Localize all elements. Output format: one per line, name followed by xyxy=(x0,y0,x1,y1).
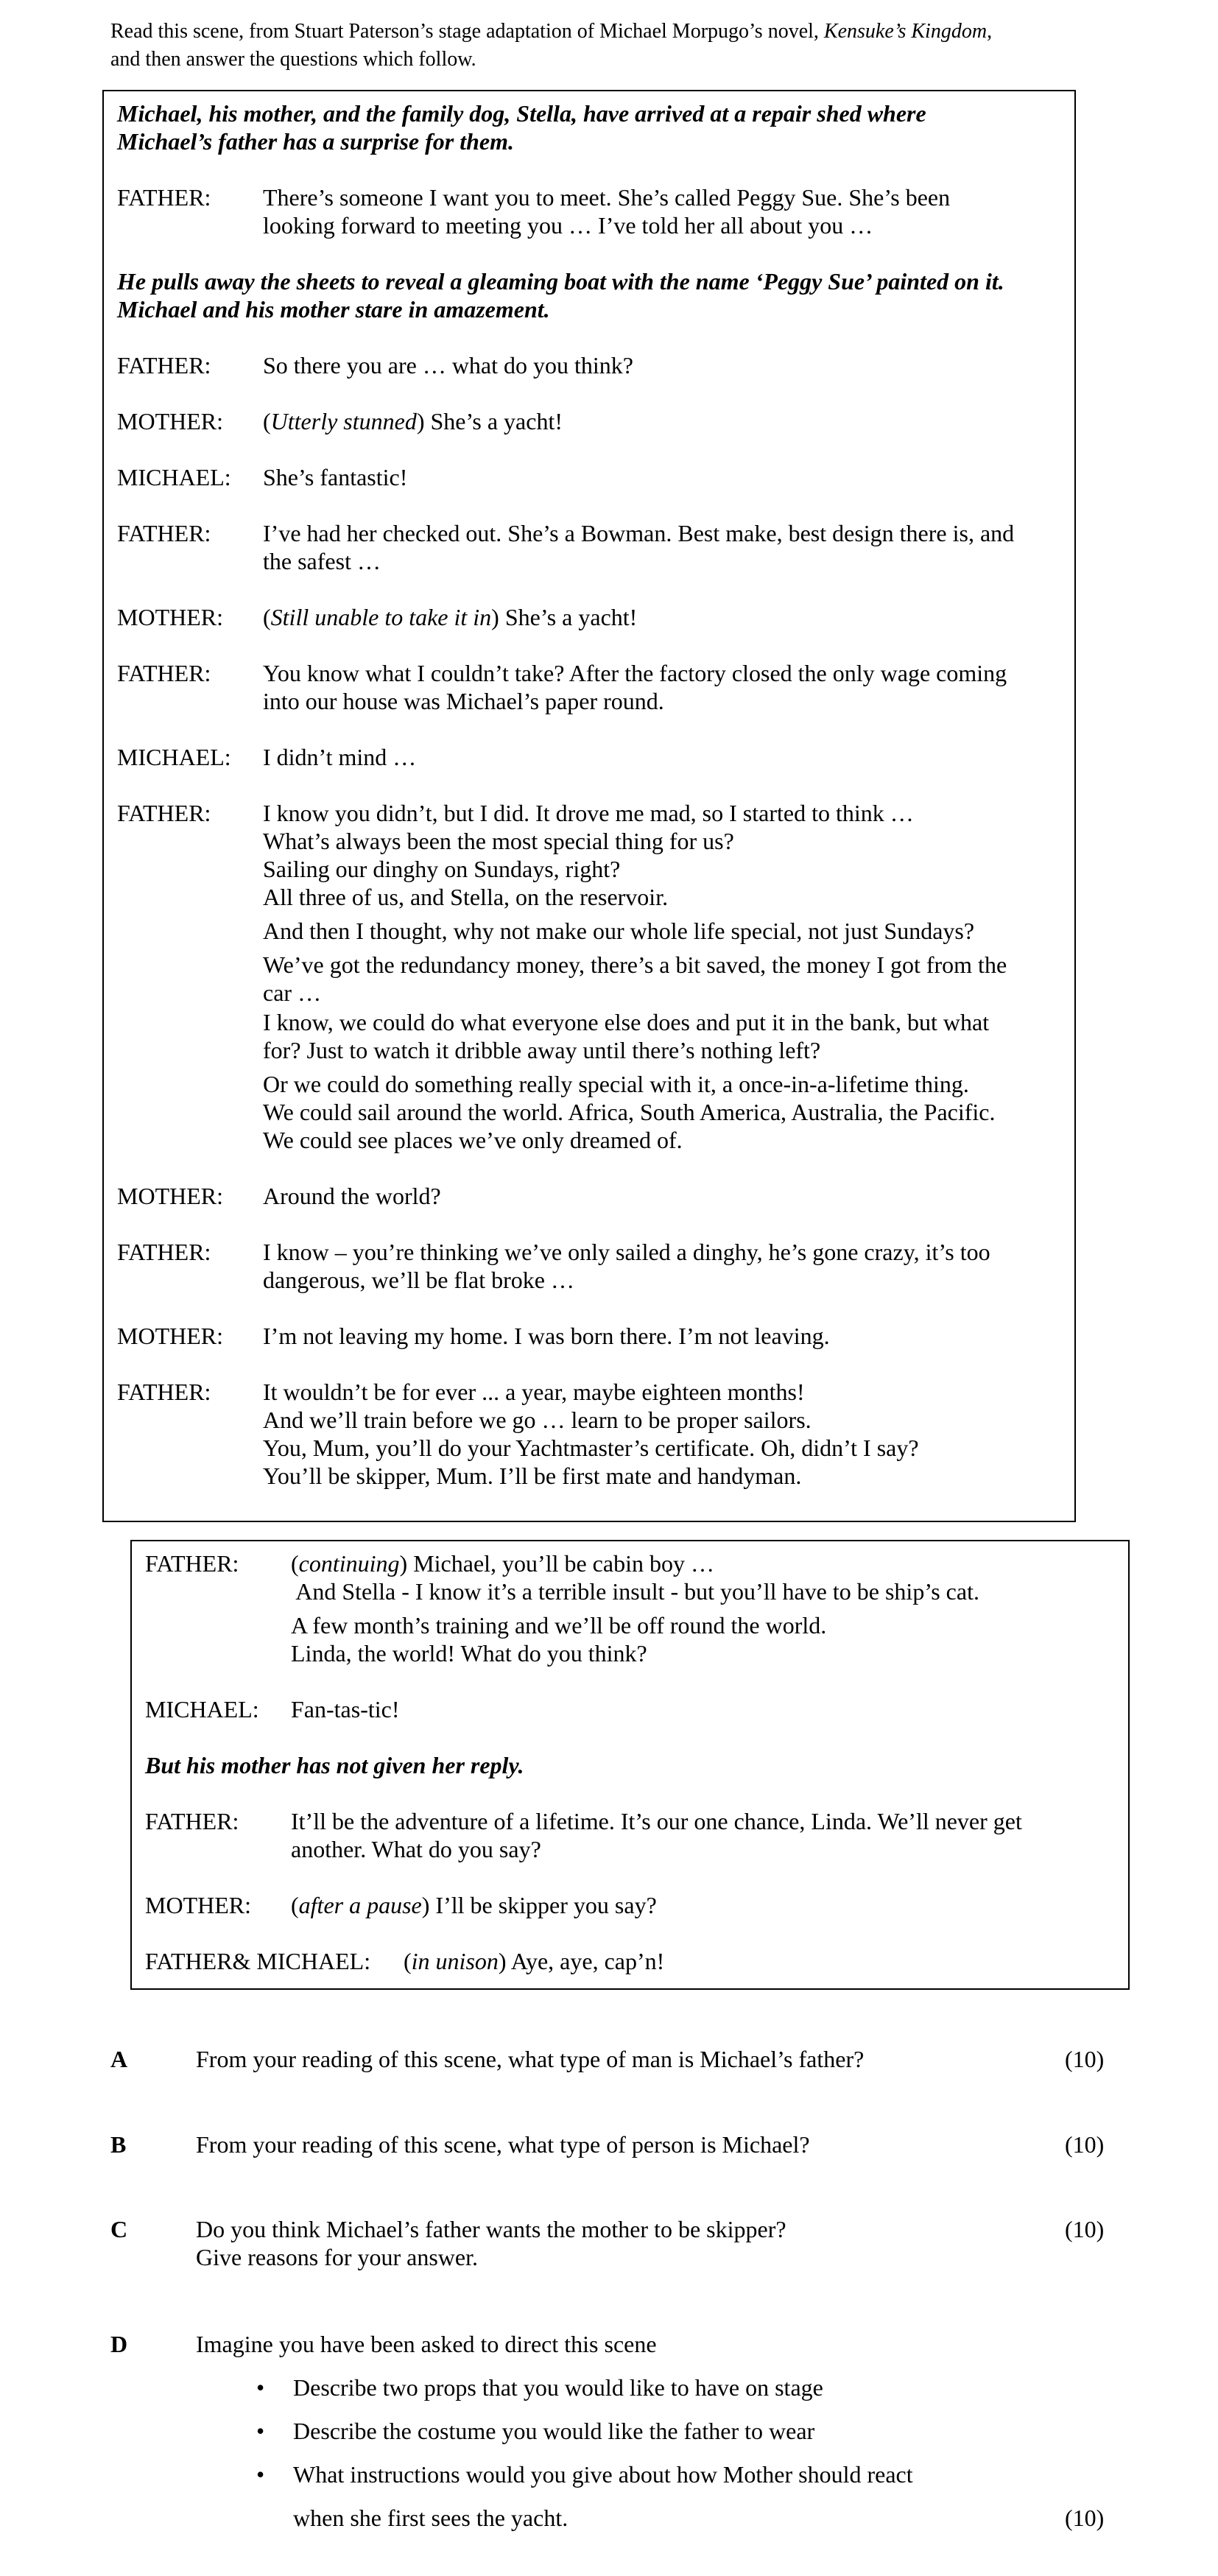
dialogue-line: You’ll be skipper, Mum. I’ll be first mate and handyman. xyxy=(263,1463,802,1489)
dialogue-line: another. What do you say? xyxy=(291,1836,541,1862)
intro-line-2: and then answer the questions which follow. xyxy=(110,48,476,71)
speaker-label: MICHAEL: xyxy=(117,744,231,770)
dialogue-line: Fan-tas-tic! xyxy=(291,1696,400,1722)
question-marks-c: (10) xyxy=(1065,2216,1105,2242)
speaker-label: FATHER: xyxy=(117,184,211,211)
dialogue-line: I know you didn’t, but I did. It drove me mad, so I started to think … xyxy=(263,800,914,826)
intro-paragraph xyxy=(110,18,1141,74)
dialogue-line: We’ve got the redundancy money, there’s a bit saved, the money I got from the xyxy=(263,951,1007,978)
stage-direction: Michael, his mother, and the family dog, Stella, have arrived at a repair shed where xyxy=(117,100,926,127)
dialogue-line: Linda, the world! What do you think? xyxy=(291,1640,647,1667)
dialogue-line: We could sail around the world. Africa, South America, Australia, the Pacific. xyxy=(263,1099,996,1125)
question-text-d: Imagine you have been asked to direct this scene xyxy=(196,2331,657,2357)
speaker-label: MOTHER: xyxy=(117,604,223,630)
dialogue-line: (in unison) Aye, aye, cap’n! xyxy=(404,1948,665,1974)
speaker-label: FATHER: xyxy=(145,1808,239,1834)
question-d-bullet: Describe two props that you would like to have on stage xyxy=(293,2374,823,2401)
speaker-label: FATHER: xyxy=(117,660,211,686)
scene-box-2 xyxy=(130,1540,1130,1990)
stage-direction: But his mother has not given her reply. xyxy=(145,1752,524,1778)
dialogue-line: And Stella - I know it’s a terrible insult - but you’ll have to be ship’s cat. xyxy=(291,1578,979,1605)
dialogue-line: We could see places we’ve only dreamed of. xyxy=(263,1127,683,1153)
dialogue-line: car … xyxy=(263,979,322,1006)
question-marks-b: (10) xyxy=(1065,2131,1105,2158)
speaker-label: FATHER: xyxy=(117,520,211,546)
dialogue-line: I know – you’re thinking we’ve only sailed a dinghy, he’s gone crazy, it’s too xyxy=(263,1239,990,1265)
dialogue-line: looking forward to meeting you … I’ve told her all about you … xyxy=(263,212,873,239)
question-marks-a: (10) xyxy=(1065,2046,1105,2072)
speaker-label: FATHER: xyxy=(117,1379,211,1405)
speaker-label: FATHER: xyxy=(145,1550,239,1577)
speaker-label: MICHAEL: xyxy=(117,464,231,490)
stage-direction: Michael’s father has a surprise for them. xyxy=(117,128,515,155)
dialogue-line: There’s someone I want you to meet. She’s called Peggy Sue. She’s been xyxy=(263,184,951,211)
dialogue-line: I’m not leaving my home. I was born there. I’m not leaving. xyxy=(263,1323,830,1349)
stage-direction: He pulls away the sheets to reveal a gleaming boat with the name ‘Peggy Sue’ painted on it. xyxy=(117,268,1004,295)
question-text-c-2: Give reasons for your answer. xyxy=(196,2244,478,2270)
speaker-label: FATHER: xyxy=(117,1239,211,1265)
dialogue-line: What’s always been the most special thing for us? xyxy=(263,828,734,854)
dialogue-line: It wouldn’t be for ever ... a year, maybe eighteen months! xyxy=(263,1379,805,1405)
question-letter-d: D xyxy=(110,2331,128,2357)
dialogue-line: And then I thought, why not make our whole life special, not just Sundays? xyxy=(263,918,975,944)
dialogue-line: It’ll be the adventure of a lifetime. It’s our one chance, Linda. We’ll never get xyxy=(291,1808,1022,1834)
question-letter-c: C xyxy=(110,2216,128,2242)
dialogue-line: All three of us, and Stella, on the reservoir. xyxy=(263,884,669,910)
speaker-label: MOTHER: xyxy=(117,1323,223,1349)
dialogue-line: (Utterly stunned) She’s a yacht! xyxy=(263,408,563,434)
speaker-label: MOTHER: xyxy=(117,1183,223,1209)
speaker-label: MOTHER: xyxy=(145,1892,251,1918)
dialogue-line: So there you are … what do you think? xyxy=(263,352,633,379)
question-marks-d: (10) xyxy=(1065,2505,1105,2531)
intro-line-1: Read this scene, from Stuart Paterson’s stage adaptation of Michael Morpugo’s novel, Kensuke’s Kingdom, xyxy=(110,20,993,43)
dialogue-line: Around the world? xyxy=(263,1183,441,1209)
speaker-label: FATHER& MICHAEL: xyxy=(145,1948,371,1974)
dialogue-line: dangerous, we’ll be flat broke … xyxy=(263,1267,574,1293)
question-letter-a: A xyxy=(110,2046,128,2072)
dialogue-line: into our house was Michael’s paper round. xyxy=(263,688,664,714)
question-d-bullet: Describe the costume you would like the father to wear xyxy=(293,2418,815,2444)
dialogue-line: I didn’t mind … xyxy=(263,744,417,770)
novel-title: Kensuke’s Kingdom xyxy=(823,20,988,43)
dialogue-line: You know what I couldn’t take? After the factory closed the only wage coming xyxy=(263,660,1007,686)
question-d-continuation: when she first sees the yacht. xyxy=(293,2505,568,2531)
scene-box-1 xyxy=(102,90,1076,1522)
bullet-icon: • xyxy=(256,2461,265,2488)
speaker-label: FATHER: xyxy=(117,352,211,379)
bullet-icon: • xyxy=(256,2418,265,2444)
dialogue-line: (continuing) Michael, you’ll be cabin boy … xyxy=(291,1550,714,1577)
speaker-label: FATHER: xyxy=(117,800,211,826)
speaker-label: MICHAEL: xyxy=(145,1696,259,1722)
dialogue-line: for? Just to watch it dribble away until there’s nothing left? xyxy=(263,1037,821,1063)
bullet-icon: • xyxy=(256,2374,265,2401)
speaker-label: MOTHER: xyxy=(117,408,223,434)
question-d-bullet: What instructions would you give about how Mother should react xyxy=(293,2461,913,2488)
dialogue-line: Or we could do something really special with it, a once-in-a-lifetime thing. xyxy=(263,1071,969,1097)
question-text-c: Do you think Michael’s father wants the mother to be skipper? xyxy=(196,2216,786,2242)
dialogue-line: She’s fantastic! xyxy=(263,464,408,490)
dialogue-line: the safest … xyxy=(263,548,381,574)
stage-direction: Michael and his mother stare in amazement. xyxy=(117,296,550,323)
dialogue-line: Sailing our dinghy on Sundays, right? xyxy=(263,856,621,882)
dialogue-line: (after a pause) I’ll be skipper you say? xyxy=(291,1892,657,1918)
dialogue-line: I know, we could do what everyone else does and put it in the bank, but what xyxy=(263,1009,990,1035)
dialogue-line: You, Mum, you’ll do your Yachtmaster’s certificate. Oh, didn’t I say? xyxy=(263,1435,919,1461)
question-text-a: From your reading of this scene, what type of man is Michael’s father? xyxy=(196,2046,865,2072)
dialogue-line: And we’ll train before we go … learn to be proper sailors. xyxy=(263,1407,812,1433)
question-letter-b: B xyxy=(110,2131,127,2158)
question-text-b: From your reading of this scene, what type of person is Michael? xyxy=(196,2131,810,2158)
dialogue-line: A few month’s training and we’ll be off round the world. xyxy=(291,1612,827,1639)
dialogue-line: I’ve had her checked out. She’s a Bowman. Best make, best design there is, and xyxy=(263,520,1015,546)
dialogue-line: (Still unable to take it in) She’s a yacht! xyxy=(263,604,638,630)
